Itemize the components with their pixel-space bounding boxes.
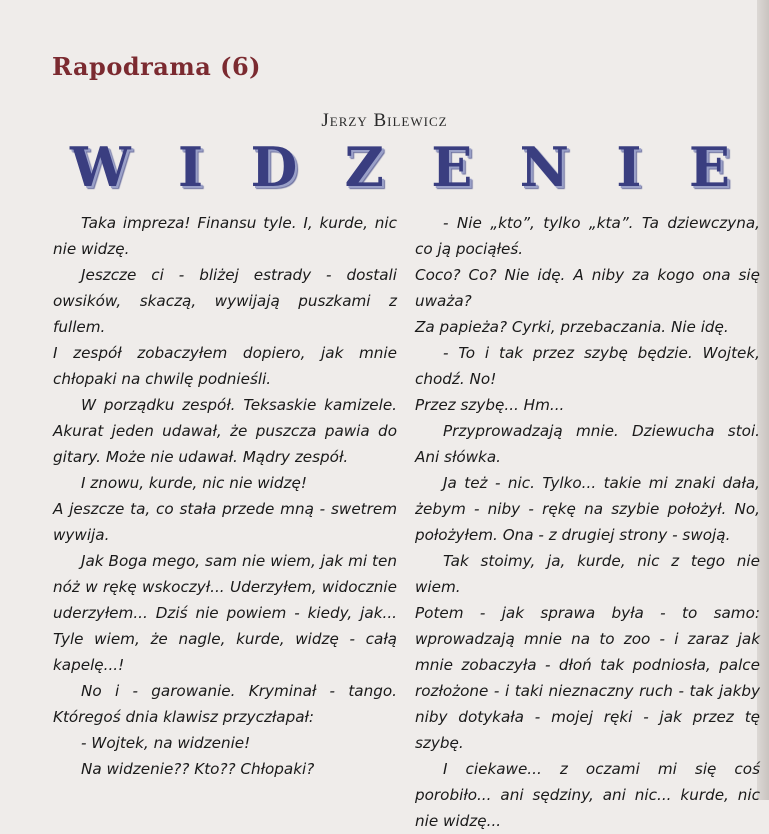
paragraph: Coco? Co? Nie idę. A niby za kogo ona się uważa? [415, 266, 760, 310]
text-column-left [53, 210, 397, 782]
paragraph: Przez szybę... Hm... [415, 396, 565, 414]
paragraph: Na widzenie?? Kto?? Chłopaki? [81, 760, 315, 778]
paragraph: Ja też - nic. Tylko... takie mi znaki dała, żebym - niby - rękę na szybie położył. No, położyłem. Ona - z drugiej strony - swoją. [415, 474, 760, 544]
paragraph: W porządku zespół. Teksaskie kamizele. Akurat jeden udawał, że puszcza pawia do gitary. Może nie udawał. Mądry zespół. [53, 396, 397, 466]
title-letter: W [70, 135, 131, 199]
article-title [70, 135, 730, 199]
title-letter: N [519, 135, 570, 199]
paragraph: Taka impreza! Finansu tyle. I, kurde, nic nie widzę. [53, 214, 397, 258]
paragraph: I zespół zobaczyłem dopiero, jak mnie chłopaki na chwilę podnieśli. [53, 344, 397, 388]
title-letter: I [616, 135, 642, 199]
paragraph: Jak Boga mego, sam nie wiem, jak mi ten nóż w rękę wskoczył... Uderzyłem, widocznie uderzyłem... Dziś nie powiem - kiedy, jak... Tyle wiem, że nagle, kurde, widzę - całą kapelę...! [53, 552, 397, 674]
paragraph: - To i tak przez szybę będzie. Wojtek, chodź. No! [415, 344, 760, 388]
paragraph: I ciekawe... z oczami mi się coś porobiło... ani sędziny, ani nic... kurde, nic nie widzę... [415, 760, 760, 830]
paragraph: Tak stoimy, ja, kurde, nic z tego nie wiem. [415, 552, 760, 596]
paragraph: - Nie „kto”, tylko „kta”. Ta dziewczyna, co ją pociąłeś. [415, 214, 760, 258]
title-letter: E [431, 135, 473, 199]
author-name: Jerzy Bilewicz [321, 110, 448, 131]
title-letter: I [177, 135, 204, 199]
title-letter: E [688, 135, 730, 199]
paragraph: Potem - jak sprawa była - to samo: wprowadzają mnie na to zoo - i zaraz jak mnie zobaczyła - dłoń tak podniosła, palce rozłożone - i taki nieznaczny ruch - tak jakby niby dotykała - mojej ręki - jak przez tę szybę. [415, 604, 760, 752]
paragraph: No i - garowanie. Kryminał - tango. Któregoś dnia klawisz przyczłapał: [53, 682, 397, 726]
paragraph: A jeszcze ta, co stała przede mną - swetrem wywija. [53, 500, 397, 544]
paragraph: - Wojtek, na widzenie! [81, 734, 251, 752]
paragraph: Jeszcze ci - bliżej estrady - dostali owsików, skaczą, wywijają puszkami z fullem. [53, 266, 397, 336]
text-column-right [415, 210, 760, 834]
paragraph: Przyprowadzają mnie. Dziewucha stoi. Ani słówka. [415, 422, 760, 466]
title-letter: Z [344, 135, 384, 199]
series-heading: Rapodrama (6) [52, 52, 262, 81]
paragraph: Za papieża? Cyrki, przebaczania. Nie idę. [415, 318, 729, 336]
paragraph: I znowu, kurde, nic nie widzę! [81, 474, 307, 492]
title-letter: D [250, 135, 298, 199]
